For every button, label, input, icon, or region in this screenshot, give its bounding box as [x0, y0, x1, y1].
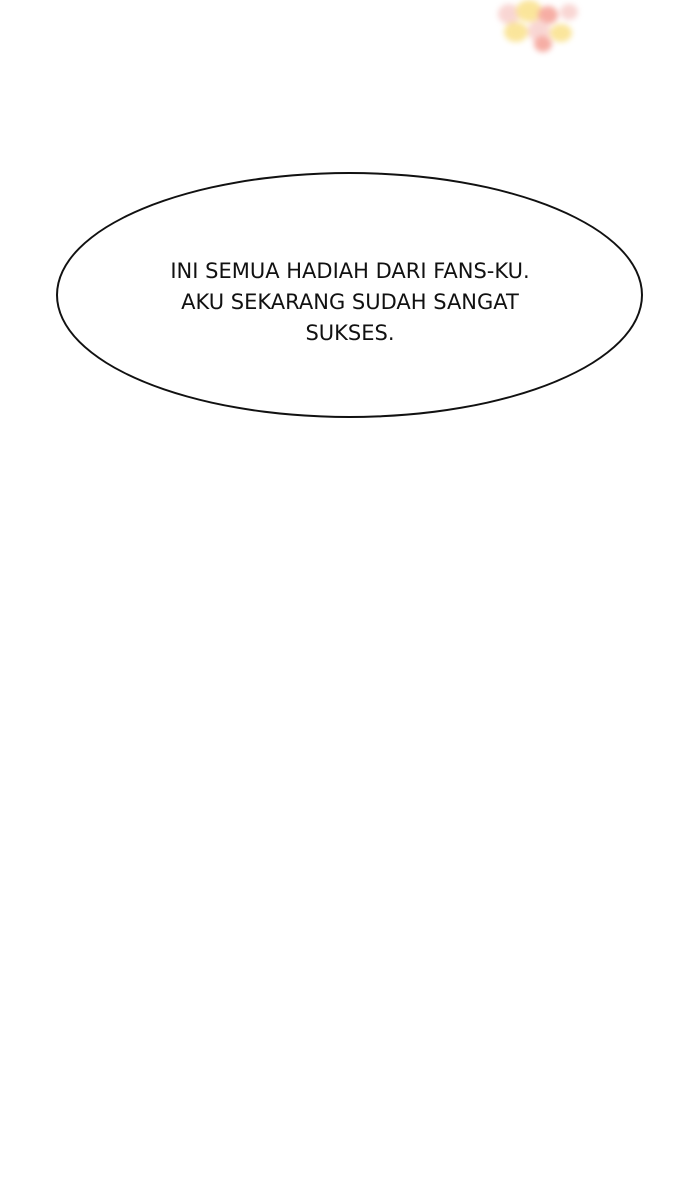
- speech-line-2: AKU SEKARANG SUDAH SANGAT: [181, 290, 519, 314]
- flower-petal: [560, 4, 578, 20]
- speech-bubble-text: [100, 256, 600, 349]
- speech-line-1: INI SEMUA HADIAH DARI FANS-KU.: [170, 259, 530, 283]
- flower-petal: [550, 24, 572, 42]
- flower-petal: [534, 36, 552, 52]
- speech-line-3: SUKSES.: [305, 321, 395, 345]
- flower-petal: [504, 22, 528, 42]
- flower-bouquet-blur: [490, 0, 590, 60]
